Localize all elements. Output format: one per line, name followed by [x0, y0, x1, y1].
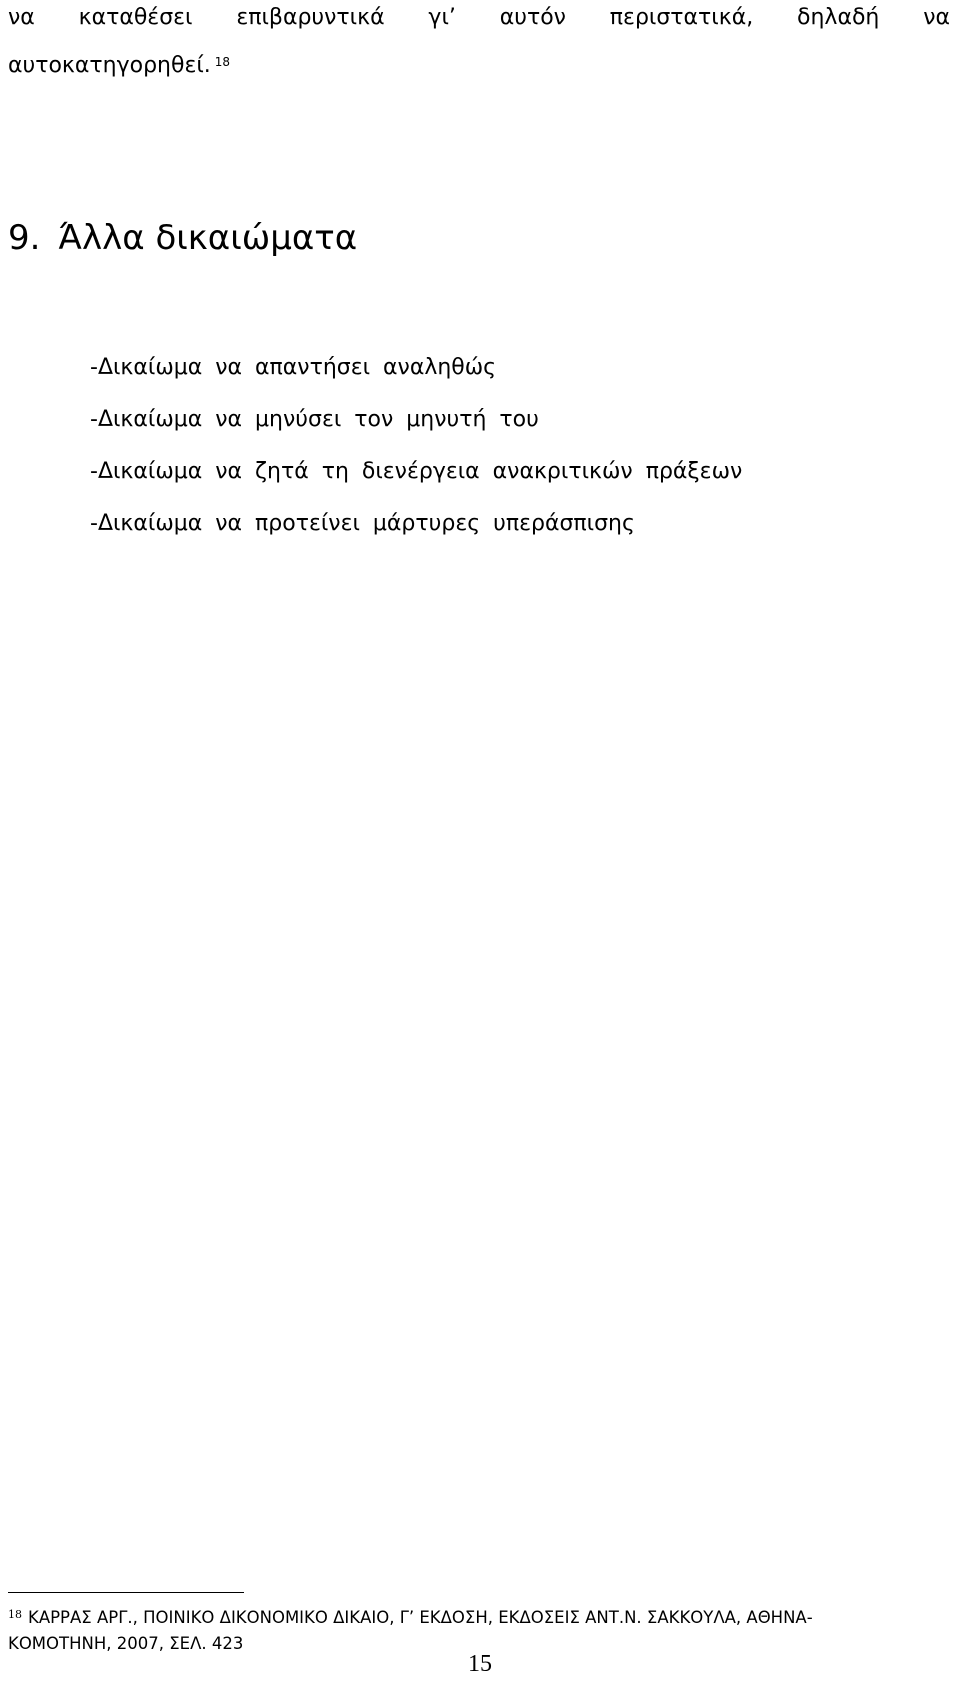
footnote-divider [8, 1592, 244, 1593]
body-paragraph-line-1: να καταθέσει επιβαρυντικά γι’ αυτόν περιστατικά, δηλαδή να [8, 5, 950, 30]
footnote-line-2: ΚΟΜΟΤΗΝΗ, 2007, ΣΕΛ. 423 [8, 1634, 244, 1653]
footnote-text: ΚΑΡΡΑΣ ΑΡΓ., ΠΟΙΝΙΚΟ ΔΙΚΟΝΟΜΙΚΟ ΔΙΚΑΙΟ, Γ’ ΕΚΔΟΣΗ, ΕΚΔΟΣΕΙΣ ΑΝΤ.Ν. ΣΑΚΚΟΥΛΑ, ΑΘΗΝΑ- [28, 1608, 813, 1627]
body-paragraph-line-2 [8, 48, 230, 84]
section-heading [8, 214, 357, 262]
list-item: -Δικαίωμα να μηνύσει τον μηνυτή του [90, 407, 539, 432]
body-paragraph-text: αυτοκατηγορηθεί. [8, 53, 211, 78]
footnote-mark: 18 [8, 1608, 22, 1621]
list-item: -Δικαίωμα να απαντήσει αναληθώς [90, 355, 497, 380]
list-item: -Δικαίωμα να προτείνει μάρτυρες υπεράσπισης [90, 511, 635, 536]
section-number: 9. [8, 218, 41, 258]
footnote-reference[interactable]: 18 [214, 55, 231, 69]
footnote-line-1 [8, 1606, 813, 1630]
list-item: -Δικαίωμα να ζητά τη διενέργεια ανακριτικών πράξεων [90, 459, 743, 484]
page-number: 15 [468, 1651, 492, 1677]
section-title: Άλλα δικαιώματα [58, 218, 358, 258]
